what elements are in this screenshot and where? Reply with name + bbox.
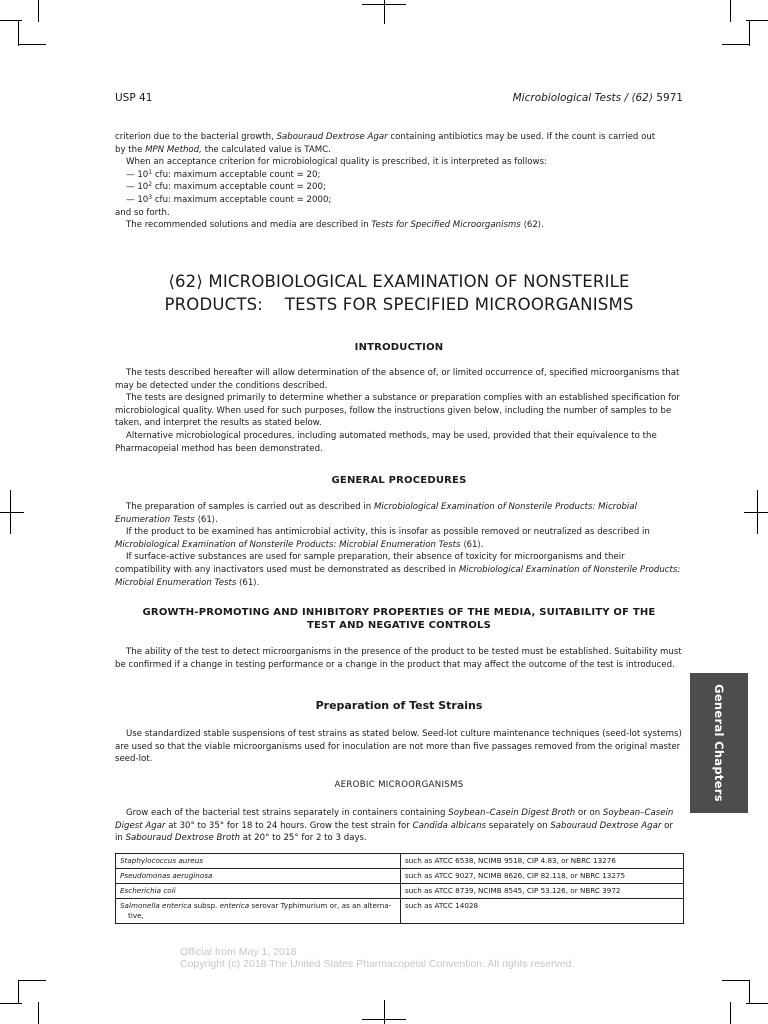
table-cell [401,884,684,899]
italic-text: Sabouraud Dextrose Broth [125,833,241,844]
text: containing antibiotics may be used. If the count is carried out [387,132,656,142]
italic-text: MPN Method, [145,144,202,155]
paragraph [115,807,683,845]
header-right [513,92,683,104]
intro-block [115,131,683,232]
table-cell [116,854,401,869]
strain-name: Escherichia coli [120,886,176,895]
strain-reference: such as ATCC 8739, NCIMB 8545, CIP 53.126, or NBRC 3972 [405,886,621,895]
text: The preparation of samples is carried out as described in [126,502,374,512]
list-item [115,194,683,207]
italic-text: Candida albicans [412,820,486,831]
italic-text: Microbiological Examination of Nonsterile Products: Microbial Enumeration Tests [115,502,637,525]
italic-text: Soybean–Casein Digest Agar [115,808,674,831]
text: cfu: maximum acceptable count = 2000; [152,194,332,205]
paragraph [115,144,683,157]
header-left: USP 41 [115,92,153,104]
italic-text: Salmonella enterica [120,901,192,910]
strain-reference: such as ATCC 9027, NCIMB 8626, CIP 82.118, or NBRC 13275 [405,871,626,880]
table-cell [116,884,401,899]
italic-text: Microbiological Examination of Nonsterile Products: Microbial Enumeration Tests [115,539,461,550]
preparation-block [115,728,683,766]
text: The recommended solutions and media are described in [126,220,372,231]
text: ⟨61⟩. [194,514,218,525]
paragraph: When an acceptance criterion for microbiological quality is prescribed, it is interpreted as follows: [126,157,547,168]
table-cell [401,869,684,884]
table-cell [401,899,684,924]
general-procedures-heading: GENERAL PROCEDURES [331,475,467,486]
superscript: 1 [148,168,153,176]
superscript: 2 [148,181,153,189]
table-cell [116,869,401,884]
title-line: PRODUCTS: TESTS FOR SPECIFIED MICROORGANISMS [164,295,634,314]
strain-reference: such as ATCC 14028 [405,901,479,910]
text: subsp. [191,901,220,910]
section-side-tab [690,673,748,813]
paragraph: The ability of the test to detect microorganisms in the presence of the product to be tested must be established. Suitability must be confirmed if a change in testing performance or a change in the product that may affect the outcome of the test is introduced. [115,647,682,670]
title-line: ⟨62⟩ MICROBIOLOGICAL EXAMINATION OF NONSTERILE [168,272,630,291]
superscript: 3 [148,193,153,201]
italic-text: Sabouraud Dextrose Agar [276,132,388,142]
test-strains-table [115,853,684,924]
heading-line: TEST AND NEGATIVE CONTROLS [306,620,492,631]
text: the calculated value is TAMC. [201,144,331,155]
header-chapter: Microbiological Tests / ⟨62⟩ [512,92,653,104]
text: by the [115,144,146,155]
table-row [116,854,684,869]
italic-text: Soybean–Casein Digest Broth [448,808,576,818]
table-row [116,869,684,884]
text: at 30° to 35° for 18 to 24 hours. Grow the test strain for [165,820,413,831]
paragraph [115,501,683,526]
text: — 10 [126,169,149,180]
table-cell [401,854,684,869]
italic-text: Tests for Specified Microorganisms [371,220,521,231]
paragraph: The tests are designed primarily to determine whether a substance or preparation complies with an established specification for microbiological quality. When used for such purposes, follow the instructions given below, including the number of samples to be taken, and interpret the results as stated below. [115,393,680,429]
table-row [116,899,684,924]
footer-line: Official from May 1, 2018 [180,946,297,958]
aerobic-heading: AEROBIC MICROORGANISMS [334,780,464,790]
text: ⟨61⟩. [460,539,484,550]
text: at 20° to 25° for 2 to 3 days. [240,833,367,844]
text: serovar Typhimurium or, as an alterna- [249,901,392,910]
side-tab-label: General Chapters [712,684,726,802]
text: or in [115,820,673,844]
text: criterion due to the bacterial growth, [115,132,277,142]
paragraph [115,551,683,589]
list-item [115,169,683,182]
text: ⟨62⟩. [520,220,544,231]
preparation-heading: Preparation of Test Strains [315,699,483,712]
footer-line: Copyright (c) 2018 The United States Pharmacopeial Convention. All rights reserved. [180,958,575,970]
introduction-block [115,367,683,455]
copyright-footer [180,946,574,970]
text: tive, [128,911,144,920]
introduction-heading: INTRODUCTION [354,342,444,353]
paragraph [115,131,683,144]
strain-name: Pseudomonas aeruginosa [120,871,213,880]
italic-text: enterica [219,901,250,910]
table-row [116,884,684,899]
page-number: 5971 [656,92,683,104]
text: Grow each of the bacterial test strains separately in containers containing [126,808,449,818]
paragraph [115,219,683,232]
italic-text: Sabouraud Dextrose Agar [550,820,662,831]
text: If surface-active substances are used for sample preparation, their absence of toxicity for microorganisms and their compatibility with any inactivators used must be demonstrated as described in [115,552,625,575]
italic-text: Microbiological Examination of Nonsterile Products: Microbial Enumeration Tests [115,564,681,588]
text: — 10 [126,182,149,193]
text: or on [575,808,603,818]
text: cfu: maximum acceptable count = 20; [152,169,321,180]
text: — 10 [126,194,149,205]
strain-reference: such as ATCC 6538, NCIMB 9518, CIP 4.83, or NBRC 13276 [405,856,616,865]
paragraph [115,526,683,551]
text: If the product to be examined has antimicrobial activity, this is insofar as possible removed or neutralized as described in [126,527,650,538]
chapter-title [100,270,698,316]
text: separately on [486,820,551,831]
heading-line: GROWTH-PROMOTING AND INHIBITORY PROPERTIES OF THE MEDIA, SUITABILITY OF THE [142,607,656,618]
growth-promoting-heading [115,606,683,632]
text: cfu: maximum acceptable count = 200; [152,182,326,193]
strain-name: Staphylococcus aureus [120,856,204,865]
growth-promoting-block [115,646,683,671]
text: ⟨61⟩. [236,577,260,588]
general-procedures-block [115,501,683,589]
paragraph: Alternative microbiological procedures, including automated methods, may be used, provided that their equivalence to the Pharmacopeial method has been demonstrated. [115,430,657,454]
paragraph: and so forth. [115,207,170,218]
aerobic-block [115,807,683,845]
paragraph: The tests described hereafter will allow determination of the absence of, or limited occurrence of, specified microorganisms that may be detected under the conditions described. [115,368,680,391]
paragraph: Use standardized stable suspensions of test strains as stated below. Seed-lot culture maintenance techniques (seed-lot systems) are used so that the viable microorganisms used for inoculation are not more than five passages removed from the original master seed-lot. [115,729,682,765]
list-item [115,181,683,194]
table-cell [116,899,401,924]
